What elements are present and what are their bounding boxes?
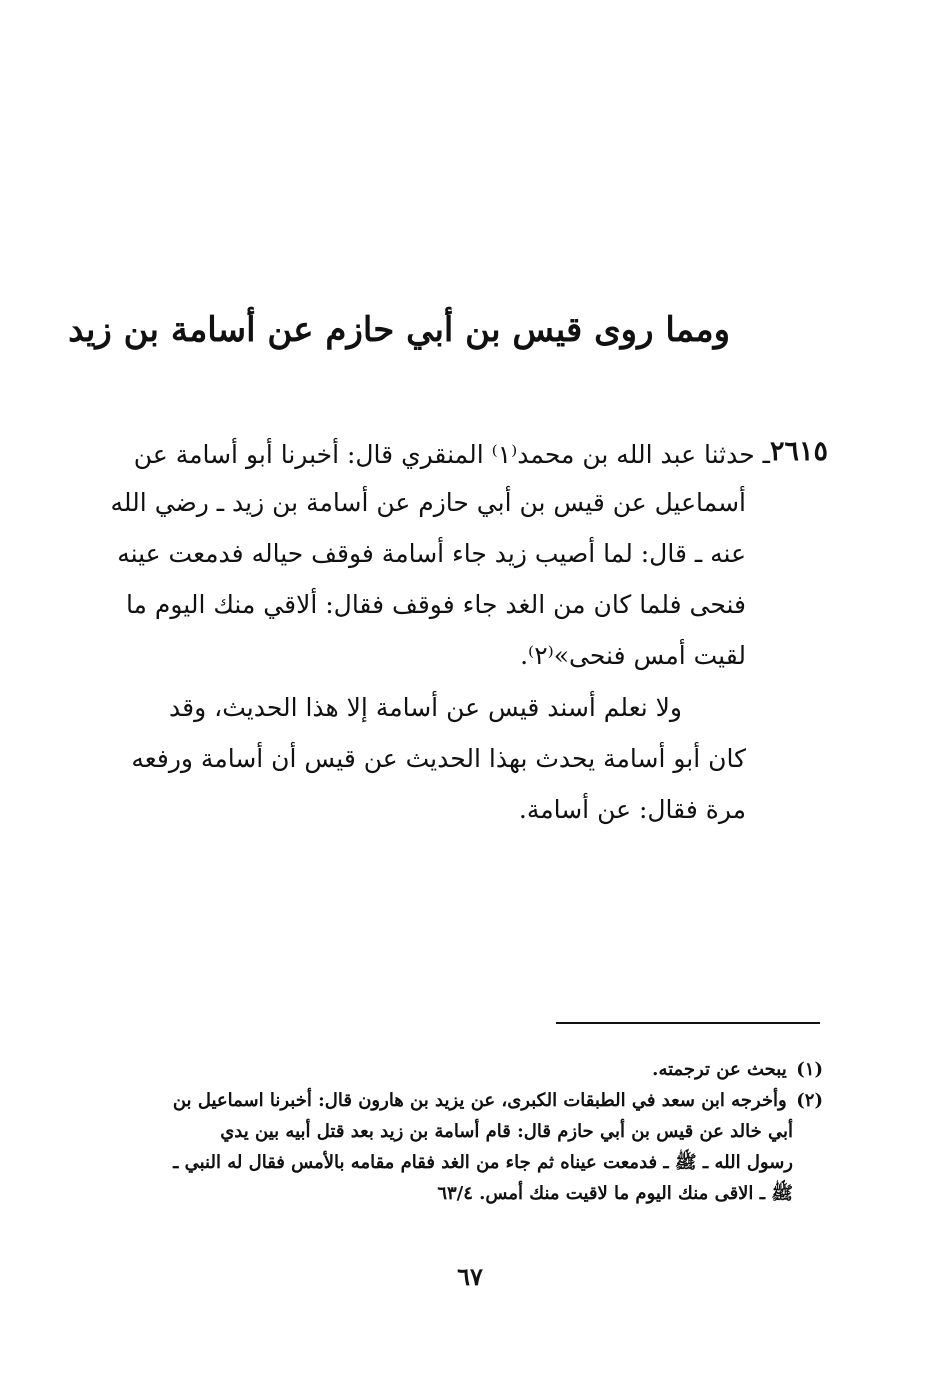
hadith-line: لقيت أمس فنحى»⁽٢⁾. xyxy=(520,641,746,670)
footnote-number: (١) xyxy=(796,1059,823,1080)
hadith-number: ٢٦١٥ xyxy=(769,436,828,467)
hadith-text xyxy=(110,477,746,681)
chapter-heading: ومما روى قيس بن أبي حازم عن أسامة بن زيد xyxy=(68,310,730,350)
footnotes xyxy=(123,1054,823,1209)
commentary-line: ولا نعلم أسند قيس عن أسامة إلا هذا الحديث، وقد xyxy=(169,693,682,722)
footnote-2 xyxy=(123,1085,823,1116)
footnote-text: ﷺ ـ الاقى منك اليوم ما لاقيت منك أمس. ٦٣/٤ xyxy=(437,1183,793,1204)
page-number: ٦٧ xyxy=(457,1262,483,1291)
footnote-1 xyxy=(123,1054,823,1085)
hadith-first-line: ـ حدثنا عبد الله بن محمد⁽١⁾ المنقري قال: أخبرنا أبو أسامة عن xyxy=(133,440,770,469)
footnote-text: أبي خالد عن قيس بن أبي حازم قال: قام أسامة بن زيد بعد قتل أبيه بين يدي xyxy=(220,1121,793,1142)
hadith-line: عنه ـ قال: لما أصيب زيد جاء أسامة فوقف حياله فدمعت عينه xyxy=(117,539,746,568)
footnote-text: يبحث عن ترجمته. xyxy=(652,1059,787,1080)
author-commentary xyxy=(131,682,746,835)
commentary-line: كان أبو أسامة يحدث بهذا الحديث عن قيس أن أسامة ورفعه xyxy=(131,744,746,773)
footnote-text: وأخرجه ابن سعد في الطبقات الكبرى، عن يزيد بن هارون قال: أخبرنا اسماعيل بن xyxy=(172,1090,787,1111)
footnote-divider xyxy=(556,1022,820,1024)
hadith-line: فنحى فلما كان من الغد جاء فوقف فقال: ألاقي منك اليوم ما xyxy=(125,590,746,619)
footnote-text: رسول الله ـ ﷺ ـ فدمعت عيناه ثم جاء من الغد فقام مقامه بالأمس فقال له النبي ـ xyxy=(173,1152,793,1173)
footnote-number: (٢) xyxy=(796,1090,823,1111)
hadith-line: أسماعيل عن قيس بن أبي حازم عن أسامة بن زيد ـ رضي الله xyxy=(110,488,746,517)
commentary-line: مرة فقال: عن أسامة. xyxy=(518,795,746,824)
